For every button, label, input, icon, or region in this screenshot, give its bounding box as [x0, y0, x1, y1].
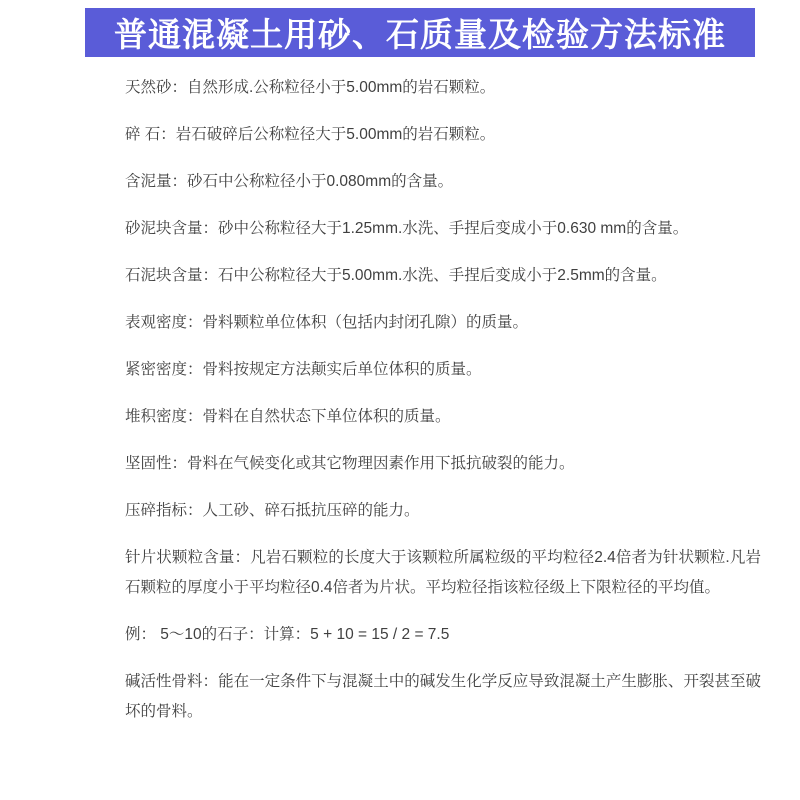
definition-soundness: 坚固性：骨料在气候变化或其它物理因素作用下抵抗破裂的能力。 [125, 455, 575, 472]
definition-mud-content: 含泥量：砂石中公称粒径小于0.080mm的含量。 [125, 173, 454, 190]
definition-needle-flake: 针片状颗粒含量：凡岩石颗粒的长度大于该颗粒所属粒级的平均粒径2.4倍者为针状颗粒.凡岩石颗粒的厚度小于平均粒径0.4倍者为片状。平均粒径指该粒径级上下限粒径的平均值。 [125, 549, 761, 596]
page-title: 普通混凝土用砂、石质量及检验方法标准 [114, 18, 726, 54]
definitions [125, 73, 761, 744]
definition-stone-clay-lump: 石泥块含量：石中公称粒径大于5.00mm.水洗、手捏后变成小于2.5mm的含量。 [125, 267, 667, 284]
definition-alkali-reactive: 碱活性骨料：能在一定条件下与混凝土中的碱发生化学反应导致混凝土产生膨胀、开裂甚至破坏的骨料。 [125, 673, 761, 720]
definition-crushing-index: 压碎指标：人工砂、碎石抵抗压碎的能力。 [125, 502, 420, 519]
definition-example: 例： 5～10的石子：计算：5 + 10 = 15 / 2 = 7.5 [125, 626, 450, 643]
definition-natural-sand: 天然砂：自然形成.公称粒径小于5.00mm的岩石颗粒。 [125, 79, 496, 96]
definition-crushed-stone: 碎 石：岩石破碎后公称粒径大于5.00mm的岩石颗粒。 [125, 126, 496, 143]
definition-bulk-density: 堆积密度：骨料在自然状态下单位体积的质量。 [125, 408, 451, 425]
definition-apparent-density: 表观密度：骨料颗粒单位体积（包括内封闭孔隙）的质量。 [125, 314, 529, 331]
definition-compacted-density: 紧密密度：骨料按规定方法颠实后单位体积的质量。 [125, 361, 482, 378]
title-banner [85, 8, 755, 57]
definition-sand-clay-lump: 砂泥块含量：砂中公称粒径大于1.25mm.水洗、手捏后变成小于0.630 mm的含量。 [125, 220, 689, 237]
